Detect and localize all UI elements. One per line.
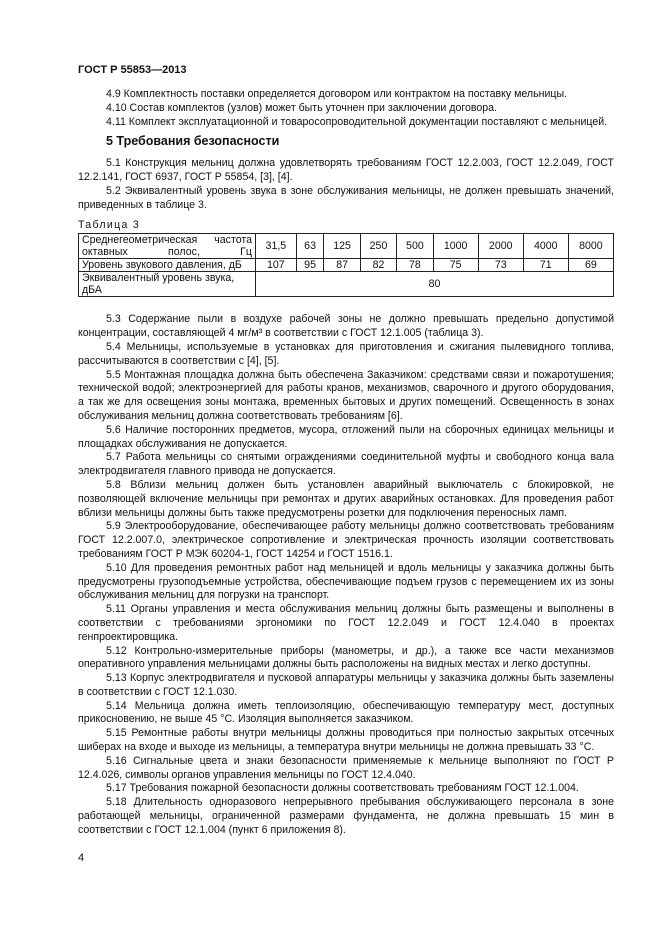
section-title: 5 Требования безопасности <box>106 134 280 149</box>
table-row <box>79 259 614 272</box>
table-cell: 95 <box>296 259 324 272</box>
table-cell: 78 <box>397 259 433 272</box>
paragraph-5-6: 5.6 Наличие посторонних предметов, мусора, отложений пыли на сборочных единицах мельницы и площадках обслуживания не допускается. <box>78 423 614 450</box>
paragraph-5-4: 5.4 Мельницы, используемые в установках для приготовления и сжигания пылевидного топлива, рассчитываются в соответствии с [4], [5]. <box>78 340 614 367</box>
table-cell: 125 <box>324 234 360 259</box>
table-row-label: Уровень звукового давления, дБ <box>79 259 256 272</box>
table-row <box>79 272 614 297</box>
paragraph-5-1: 5.1 Конструкция мельниц должна удовлетворять требованиям ГОСТ 12.2.003, ГОСТ 12.2.049, ГОСТ 12.2.141, ГОСТ 6937, ГОСТ Р 55854, [3], [4]. <box>78 157 614 184</box>
paragraph-5-10: 5.10 Для проведения ремонтных работ над мельницей и вдоль мельницы у заказчика должны быть предусмотрены грузоподъемные устройства, обеспечивающие подъем грузов с перемещением их из зоны обслуживания мельниц для погрузки на транспорт. <box>78 561 614 602</box>
table-cell: 107 <box>256 259 297 272</box>
table-cell: 87 <box>324 259 360 272</box>
table-cell: 69 <box>568 259 613 272</box>
paragraph-5-17: 5.17 Требования пожарной безопасности должны соответствовать требованиям ГОСТ 12.1.004. <box>106 782 579 795</box>
document-header: ГОСТ Р 55853—2013 <box>78 64 187 76</box>
paragraph-5-13: 5.13 Корпус электродвигателя и пусковой аппаратуры мельницы у заказчика должны быть заземлены в соответствии с ГОСТ 12.1.030. <box>78 672 614 698</box>
table-cell: 2000 <box>478 234 523 259</box>
paragraph-5-11: 5.11 Органы управления и места обслуживания мельниц должны быть размещены и выполнены в соответствии с требованиями эргономики по ГОСТ 12.2.049 и ГОСТ 12.4.040 в проектах генпроектировщика. <box>78 603 614 643</box>
table-cell: 8000 <box>568 234 613 259</box>
table-cell: 71 <box>523 259 568 272</box>
paragraph-5-7: 5.7 Работа мельницы со снятыми ограждениями соединительной муфты и свободного конца вала электродвигателя главного привода не допускается. <box>78 451 614 478</box>
paragraph-4-10: 4.10 Состав комплектов (узлов) может быть уточнен при заключении договора. <box>106 101 498 114</box>
table-cell: 80 <box>256 272 614 297</box>
table-row-label: Среднегеометрическая частота октавных полос, Гц <box>79 234 256 259</box>
table-cell: 63 <box>296 234 324 259</box>
paragraph-5-5: 5.5 Монтажная площадка должна быть обеспечена Заказчиком: средствами связи и пожаротушения; технической водой; электроэнергией для работы кранов, механизмов, сварочного и другого оборудования, а так же для освещения зоны монтажа, временных бытовых и других помещений. Освещенность в зонах обслуживания мельниц должна соответствовать требованиям [6]. <box>78 368 614 422</box>
table-cell: 500 <box>397 234 433 259</box>
table-row-label: Эквивалентный уровень звука, дБА <box>79 272 256 297</box>
paragraph-5-14: 5.14 Мельница должна иметь теплоизоляцию, обеспечивающую температуру мест, доступных прикосновению, не выше 45 °С. Изоляция выполняется заказчиком. <box>78 699 614 726</box>
table-row <box>79 234 614 259</box>
paragraph-4-11: 4.11 Комплект эксплуатационной и товаросопроводительной документации поставляют с мельницей. <box>106 115 608 128</box>
table-cell: 4000 <box>523 234 568 259</box>
table-caption: Таблица 3 <box>78 218 141 231</box>
table-cell: 1000 <box>433 234 478 259</box>
paragraph-5-9: 5.9 Электрооборудование, обеспечивающее работу мельницы должно соответствовать требованиям ГОСТ 12.2.007.0, электрическое сопротивление и электрическая прочность изоляции соответствовать требованиям ГОСТ Р МЭК 60204-1, ГОСТ 14254 и ГОСТ 1516.1. <box>78 520 614 560</box>
page-number: 4 <box>78 852 85 864</box>
document-body <box>78 88 614 838</box>
paragraph-5-8: 5.8 Вблизи мельниц должен быть установлен аварийный выключатель с блокировкой, не позволяющей включение мельницы при ремонтах и других аварийных остановках. Для проведения работ вблизи мельницы должны быть также предусмотрены розетки для подключения переносных ламп. <box>78 478 614 519</box>
table-cell: 73 <box>478 259 523 272</box>
table-cell: 31,5 <box>256 234 297 259</box>
table-cell: 82 <box>360 259 396 272</box>
paragraph-5-16: 5.16 Сигнальные цвета и знаки безопасности применяемые к мельнице выполняют по ГОСТ Р 12.4.026, символы органов управления мельницы по ГОСТ 12.4.040. <box>78 754 614 781</box>
table-cell: 250 <box>360 234 396 259</box>
paragraph-5-3: 5.3 Содержание пыли в воздухе рабочей зоны не должно превышать предельно допустимой концентрации, составляющей 4 мг/м³ в соответствии с ГОСТ 12.1.005 (таблица 3). <box>78 313 614 340</box>
table-cell: 75 <box>433 259 478 272</box>
noise-table <box>78 233 614 297</box>
paragraph-5-18: 5.18 Длительность одноразового непрерывного пребывания обслуживающего персонала в зоне работающей мельницы, ограниченной размерами фундамента, не должна превышать 15 мин в соответствии с ГОСТ 12.1.004 (пункт 6 приложения 8). <box>78 796 614 836</box>
paragraph-5-12: 5.12 Контрольно-измерительные приборы (манометры, и др.), а также все части механизмов оперативного управления мельницами должны быть расположены на видных местах и легко доступны. <box>78 644 614 671</box>
paragraph-5-15: 5.15 Ремонтные работы внутри мельницы должны проводиться при полностью закрытых отсечных шиберах на входе и выходе из мельницы, а температура внутри мельницы не должна превышать 33 °С. <box>78 727 614 754</box>
paragraph-5-2: 5.2 Эквивалентный уровень звука в зоне обслуживания мельницы, не должен превышать значений, приведенных в таблице 3. <box>78 184 614 211</box>
paragraph-4-9: 4.9 Комплектность поставки определяется договором или контрактом на поставку мельницы. <box>106 88 568 100</box>
